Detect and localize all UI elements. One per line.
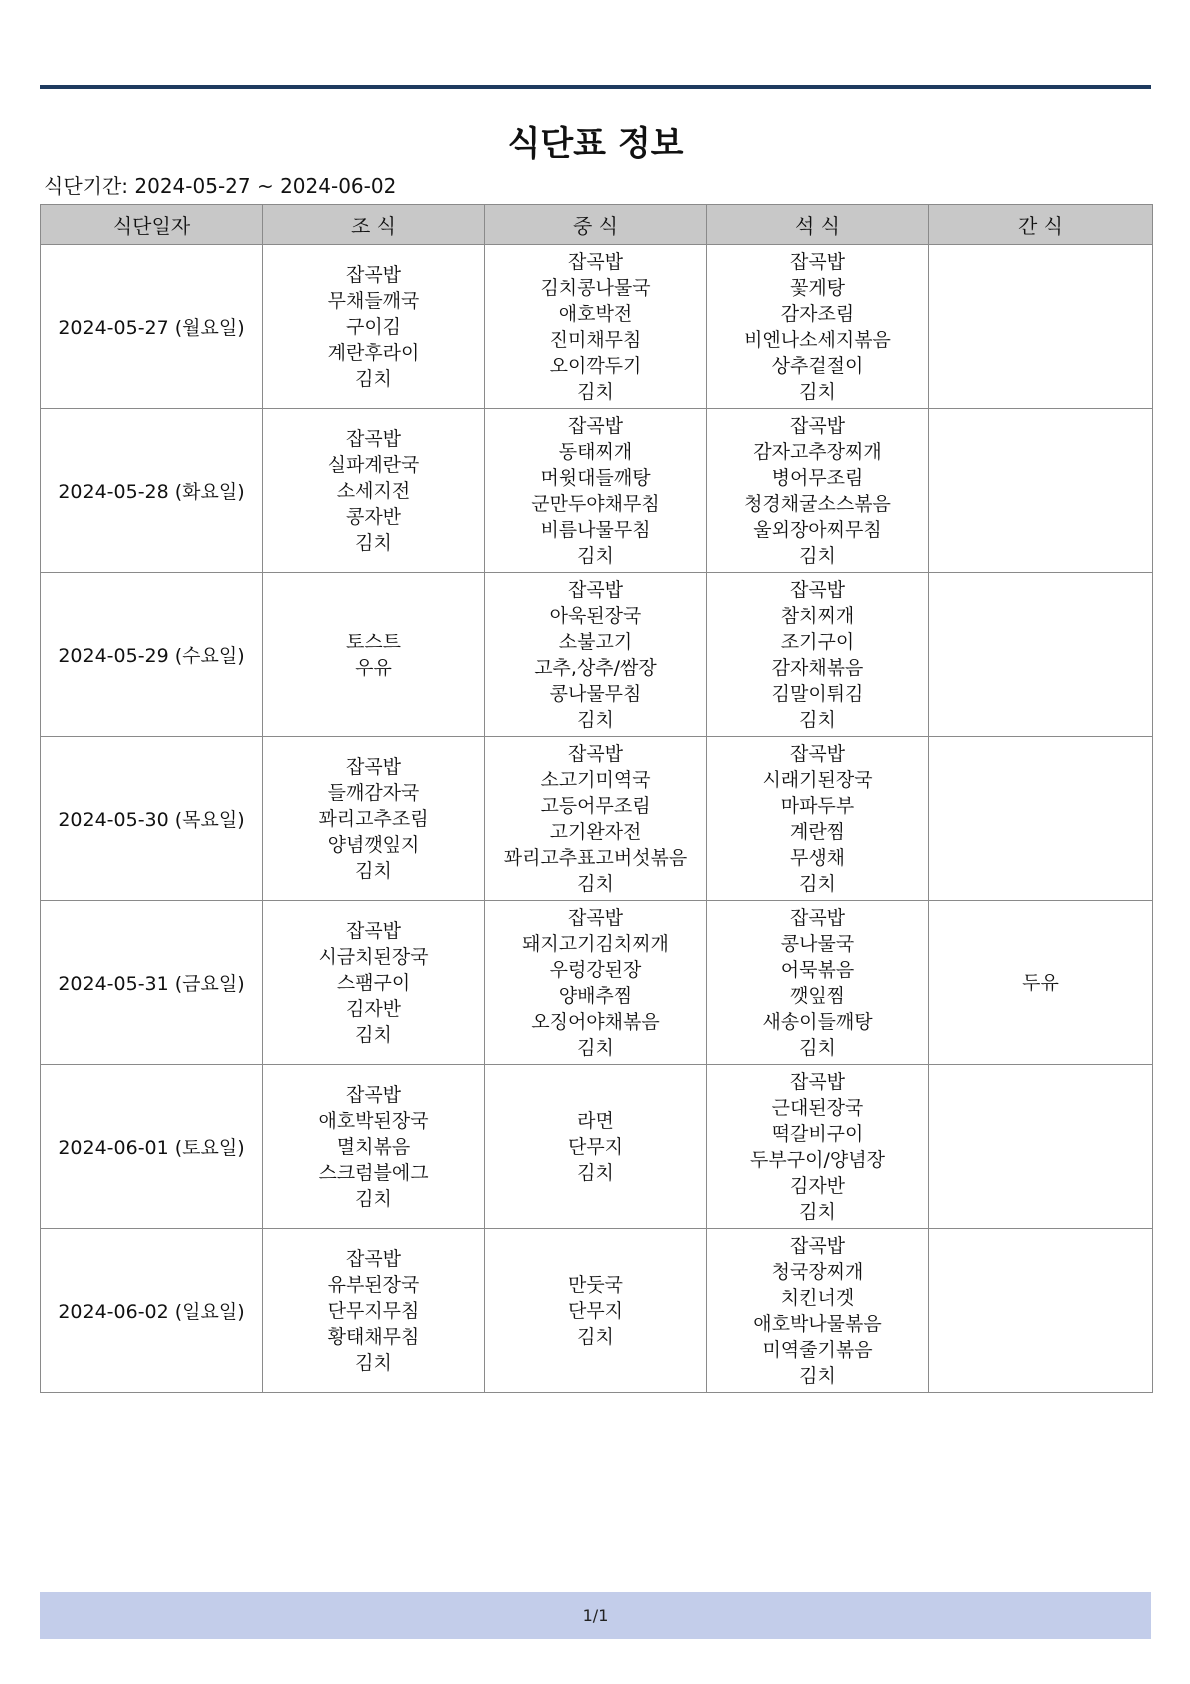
- menu-item: 김치: [799, 380, 836, 403]
- menu-item: 머윗대들깨탕: [540, 466, 651, 489]
- menu-item: 김치: [799, 708, 836, 731]
- menu-item: 병어무조림: [771, 466, 864, 489]
- snack-cell: [929, 901, 1153, 1065]
- menu-item: 비름나물무침: [540, 518, 651, 541]
- column-header-lunch: 중 식: [485, 205, 707, 245]
- menu-item: 김치: [577, 872, 614, 895]
- breakfast-cell: [263, 409, 485, 573]
- menu-item: 라면: [577, 1109, 614, 1132]
- dinner-cell: [707, 1065, 929, 1229]
- menu-item: 떡갈비구이: [771, 1122, 864, 1145]
- table-row: [41, 245, 1153, 409]
- menu-list: [707, 249, 928, 405]
- menu-item: 애호박된장국: [318, 1109, 429, 1132]
- snack-cell: [929, 409, 1153, 573]
- menu-item: 꽈리고추조림: [318, 807, 429, 830]
- menu-item: 콩자반: [345, 505, 402, 528]
- snack-cell: [929, 1229, 1153, 1393]
- dinner-cell: [707, 1229, 929, 1393]
- menu-item: 잡곡밥: [345, 1247, 402, 1270]
- menu-item: 김치: [577, 380, 614, 403]
- menu-item: 김치콩나물국: [540, 276, 651, 299]
- breakfast-cell: [263, 245, 485, 409]
- menu-item: 김치: [799, 872, 836, 895]
- menu-list: [263, 426, 484, 556]
- menu-item: 토스트: [345, 630, 402, 653]
- menu-item: 소불고기: [558, 630, 633, 653]
- menu-list: [263, 1246, 484, 1376]
- date-cell: 2024-05-27 (월요일): [41, 245, 263, 409]
- menu-list: [485, 413, 706, 569]
- menu-item: 김치: [799, 1364, 836, 1387]
- menu-item: 군만두야채무침: [531, 492, 660, 515]
- menu-list: [263, 262, 484, 392]
- menu-item: 동태찌개: [558, 440, 633, 463]
- menu-item: 두부구이/양념장: [750, 1148, 885, 1171]
- menu-item: 소고기미역국: [540, 768, 651, 791]
- snack-cell: [929, 737, 1153, 901]
- menu-item: 청경채굴소스볶음: [744, 492, 891, 515]
- menu-item: 감자조림: [780, 302, 855, 325]
- menu-item: 우유: [355, 656, 392, 679]
- page-number: 1/1: [582, 1606, 609, 1625]
- menu-item: 잡곡밥: [345, 427, 402, 450]
- date-cell: 2024-05-29 (수요일): [41, 573, 263, 737]
- date-cell: 2024-05-31 (금요일): [41, 901, 263, 1065]
- menu-item: 애호박나물볶음: [753, 1312, 882, 1335]
- menu-item: 양념깻잎지: [327, 833, 420, 856]
- snack-cell: [929, 1065, 1153, 1229]
- menu-item: 김치: [355, 531, 392, 554]
- menu-item: 김치: [577, 708, 614, 731]
- menu-item: 무생채: [789, 846, 846, 869]
- menu-item: 잡곡밥: [789, 906, 846, 929]
- menu-item: 실파계란국: [327, 453, 420, 476]
- column-header-dinner: 석 식: [707, 205, 929, 245]
- menu-item: 시래기된장국: [762, 768, 873, 791]
- menu-item: 두유: [1022, 971, 1059, 994]
- menu-item: 감자고추장찌개: [753, 440, 882, 463]
- menu-item: 미역줄기볶음: [762, 1338, 873, 1361]
- menu-item: 진미채무침: [549, 328, 642, 351]
- menu-item: 잡곡밥: [567, 250, 624, 273]
- menu-item: 스팸구이: [336, 971, 411, 994]
- date-cell: 2024-06-01 (토요일): [41, 1065, 263, 1229]
- top-rule: [40, 85, 1151, 89]
- menu-item: 꽈리고추표고버섯볶음: [503, 846, 688, 869]
- menu-item: 단무지: [567, 1135, 624, 1158]
- menu-item: 고기완자전: [549, 820, 642, 843]
- lunch-cell: [485, 737, 707, 901]
- menu-item: 콩나물무침: [549, 682, 642, 705]
- snack-cell: [929, 245, 1153, 409]
- menu-item: 들깨감자국: [327, 781, 420, 804]
- date-cell: 2024-05-30 (목요일): [41, 737, 263, 901]
- lunch-cell: [485, 1229, 707, 1393]
- page-title: 식단표 정보: [507, 124, 684, 164]
- lunch-cell: [485, 573, 707, 737]
- menu-item: 무채들깨국: [327, 289, 420, 312]
- breakfast-cell: [263, 1065, 485, 1229]
- menu-list: [707, 577, 928, 733]
- menu-item: 김치: [577, 1036, 614, 1059]
- lunch-cell: [485, 245, 707, 409]
- lunch-cell: [485, 901, 707, 1065]
- menu-item: 단무지: [567, 1299, 624, 1322]
- column-header-snack: 간 식: [929, 205, 1153, 245]
- menu-item: 스크럼블에그: [318, 1161, 429, 1184]
- menu-item: 상추겉절이: [771, 354, 864, 377]
- table-row: [41, 1065, 1153, 1229]
- menu-list: [707, 1069, 928, 1225]
- menu-item: 돼지고기김치찌개: [522, 932, 669, 955]
- menu-item: 잡곡밥: [789, 1070, 846, 1093]
- menu-item: 감자채볶음: [771, 656, 864, 679]
- table-row: [41, 573, 1153, 737]
- menu-item: 김말이튀김: [771, 682, 864, 705]
- menu-item: 오징어야채볶음: [531, 1010, 660, 1033]
- breakfast-cell: [263, 1229, 485, 1393]
- menu-item: 김자반: [345, 997, 402, 1020]
- menu-list: [263, 918, 484, 1048]
- menu-list: [485, 577, 706, 733]
- menu-item: 비엔나소세지볶음: [744, 328, 891, 351]
- menu-item: 김치: [799, 544, 836, 567]
- column-header-breakfast: 조 식: [263, 205, 485, 245]
- menu-item: 단무지무침: [327, 1299, 420, 1322]
- menu-item: 김치: [577, 1161, 614, 1184]
- table-row: [41, 901, 1153, 1065]
- menu-item: 잡곡밥: [345, 755, 402, 778]
- menu-item: 구이김: [345, 315, 402, 338]
- menu-item: 김치: [355, 859, 392, 882]
- menu-item: 김치: [355, 367, 392, 390]
- breakfast-cell: [263, 901, 485, 1065]
- menu-item: 잡곡밥: [567, 578, 624, 601]
- menu-item: 김치: [799, 1200, 836, 1223]
- page-footer: [40, 1592, 1151, 1639]
- menu-item: 고등어무조림: [540, 794, 651, 817]
- menu-item: 황태채무침: [327, 1325, 420, 1348]
- menu-item: 잡곡밥: [789, 414, 846, 437]
- breakfast-cell: [263, 573, 485, 737]
- menu-item: 만둣국: [567, 1273, 624, 1296]
- menu-list: [707, 413, 928, 569]
- meal-table: [40, 204, 1153, 1393]
- menu-item: 김치: [577, 1325, 614, 1348]
- menu-item: 김치: [355, 1023, 392, 1046]
- menu-item: 근대된장국: [771, 1096, 864, 1119]
- table-row: [41, 1229, 1153, 1393]
- menu-item: 콩나물국: [780, 932, 855, 955]
- menu-list: [707, 1233, 928, 1389]
- menu-item: 잡곡밥: [789, 1234, 846, 1257]
- table-row: [41, 409, 1153, 573]
- menu-item: 치킨너겟: [780, 1286, 855, 1309]
- menu-item: 시금치된장국: [318, 945, 429, 968]
- table-header-row: [41, 205, 1153, 245]
- dinner-cell: [707, 737, 929, 901]
- menu-item: 잡곡밥: [789, 250, 846, 273]
- menu-item: 잡곡밥: [345, 1083, 402, 1106]
- menu-list: [485, 741, 706, 897]
- date-cell: 2024-05-28 (화요일): [41, 409, 263, 573]
- menu-item: 고추,상추/쌈장: [534, 656, 657, 679]
- menu-item: 애호박전: [558, 302, 633, 325]
- lunch-cell: [485, 1065, 707, 1229]
- snack-cell: [929, 573, 1153, 737]
- menu-item: 계란찜: [789, 820, 846, 843]
- menu-item: 김치: [355, 1351, 392, 1374]
- menu-item: 잡곡밥: [345, 263, 402, 286]
- breakfast-cell: [263, 737, 485, 901]
- menu-item: 잡곡밥: [789, 742, 846, 765]
- menu-list: [263, 1082, 484, 1212]
- dinner-cell: [707, 573, 929, 737]
- menu-item: 잡곡밥: [789, 578, 846, 601]
- date-cell: 2024-06-02 (일요일): [41, 1229, 263, 1393]
- menu-item: 양배추찜: [558, 984, 633, 1007]
- dinner-cell: [707, 901, 929, 1065]
- dinner-cell: [707, 245, 929, 409]
- menu-item: 잡곡밥: [567, 742, 624, 765]
- menu-item: 김치: [799, 1036, 836, 1059]
- dinner-cell: [707, 409, 929, 573]
- menu-item: 조기구이: [780, 630, 855, 653]
- meal-period: 식단기간: 2024-05-27 ~ 2024-06-02: [44, 174, 397, 198]
- menu-item: 김치: [355, 1187, 392, 1210]
- menu-item: 울외장아찌무침: [753, 518, 882, 541]
- menu-list: [707, 741, 928, 897]
- column-header-date: 식단일자: [41, 205, 263, 245]
- menu-item: 계란후라이: [327, 341, 420, 364]
- menu-item: 꽃게탕: [789, 276, 846, 299]
- menu-item: 마파두부: [780, 794, 855, 817]
- menu-item: 멸치볶음: [336, 1135, 411, 1158]
- menu-item: 김치: [577, 544, 614, 567]
- menu-item: 아욱된장국: [549, 604, 642, 627]
- lunch-cell: [485, 409, 707, 573]
- menu-list: [485, 249, 706, 405]
- menu-item: 우렁강된장: [549, 958, 642, 981]
- menu-item: 잡곡밥: [567, 906, 624, 929]
- menu-list: [929, 970, 1152, 996]
- menu-item: 소세지전: [336, 479, 411, 502]
- menu-list: [485, 1272, 706, 1350]
- menu-list: [263, 754, 484, 884]
- menu-item: 김자반: [789, 1174, 846, 1197]
- table-body: [41, 245, 1153, 1393]
- menu-item: 깻잎찜: [789, 984, 846, 1007]
- menu-list: [485, 905, 706, 1061]
- menu-item: 유부된장국: [327, 1273, 420, 1296]
- menu-list: [263, 629, 484, 681]
- menu-item: 청국장찌개: [771, 1260, 864, 1283]
- menu-item: 잡곡밥: [345, 919, 402, 942]
- menu-item: 오이깍두기: [549, 354, 642, 377]
- menu-item: 참치찌개: [780, 604, 855, 627]
- menu-item: 어묵볶음: [780, 958, 855, 981]
- menu-list: [707, 905, 928, 1061]
- table-row: [41, 737, 1153, 901]
- menu-item: 잡곡밥: [567, 414, 624, 437]
- menu-list: [485, 1108, 706, 1186]
- menu-item: 새송이들깨탕: [762, 1010, 873, 1033]
